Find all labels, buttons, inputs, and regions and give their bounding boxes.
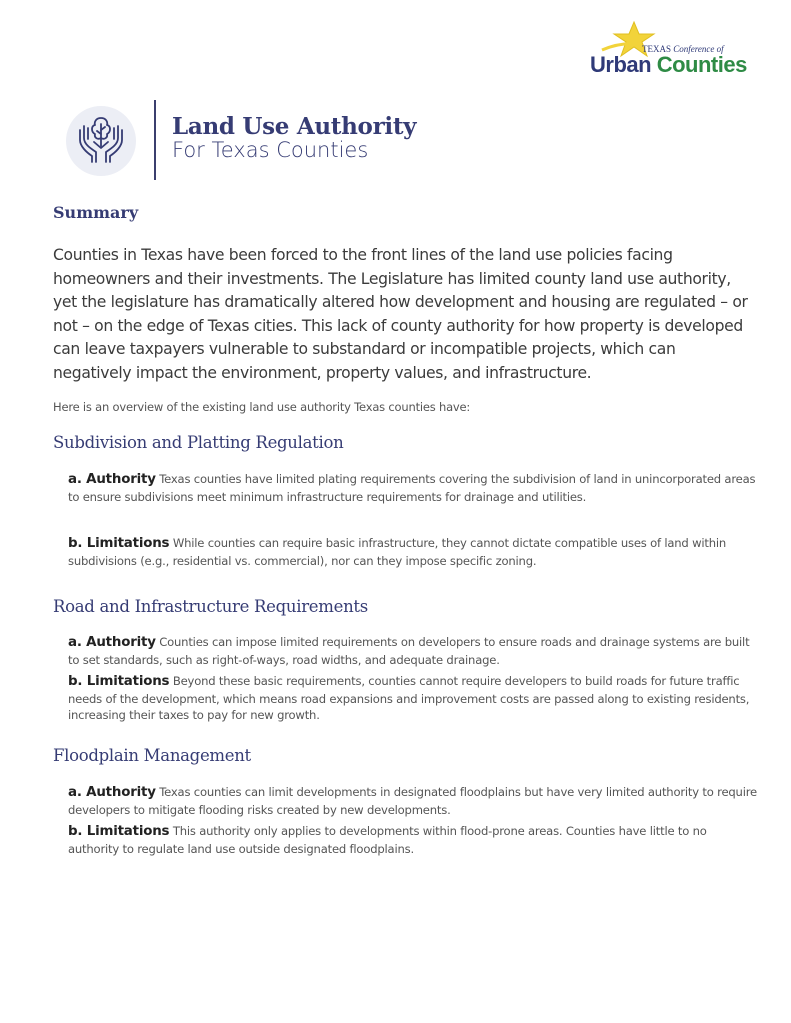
logo-counties: Counties — [656, 52, 747, 77]
list-item — [68, 535, 758, 569]
item-label: a. Authority — [68, 635, 156, 650]
item-label: a. Authority — [68, 472, 156, 487]
list-item — [68, 634, 758, 668]
item-text: Texas counties have limited plating requirements covering the subdivision of land in unincorporated areas to ensure subdivisions meet minimum infrastructure requirements for drainage and utilities. — [68, 472, 756, 504]
item-label: b. Limitations — [68, 824, 170, 839]
hands-holding-tree-icon — [72, 112, 130, 170]
page-subtitle: For Texas Counties — [172, 138, 369, 162]
section-heading-road: Road and Infrastructure Requirements — [53, 597, 368, 616]
list-item — [68, 673, 758, 724]
overview-text: Here is an overview of the existing land use authority Texas counties have: — [53, 400, 471, 414]
item-text: Beyond these basic requirements, counties cannot require developers to build roads for future traffic needs of the development, which means road expansions and improvement costs are passed along to existing residents, increasing their taxes to pay for new growth. — [68, 674, 750, 722]
item-label: b. Limitations — [68, 536, 170, 551]
item-text: Texas counties can limit developments in designated floodplains but have very limited authority to require developers to mitigate flooding risks created by new developments. — [68, 785, 757, 817]
logo-wordmark — [590, 52, 747, 78]
logo-urban: Urban — [590, 52, 652, 77]
item-label: b. Limitations — [68, 674, 170, 689]
item-text: Counties can impose limited requirements on developers to ensure roads and drainage systems are built to set standards, such as right-of-ways, road widths, and adequate drainage. — [68, 635, 750, 667]
list-item — [68, 784, 758, 818]
icon-badge — [66, 106, 136, 176]
header-divider — [154, 100, 156, 180]
section-heading-floodplain: Floodplain Management — [53, 746, 251, 765]
summary-body: Counties in Texas have been forced to the front lines of the land use policies facing homeowners and their investments. The Legislature has limited county land use authority, yet the legislature has dramatically altered how development and housing are regulated – or not – on the edge of Texas cities. This lack of county authority for how property is developed can leave taxpayers vulnerable to substandard or incompatible projects, which can negatively impact the environment, property values, and infrastructure. — [53, 246, 748, 382]
list-item — [68, 471, 758, 505]
tcuc-logo — [590, 20, 760, 80]
logo-texas-text: TEXAS Conference of — [642, 44, 724, 54]
summary-heading: Summary — [53, 203, 139, 222]
page-title: Land Use Authority — [172, 113, 417, 140]
item-text: While counties can require basic infrastructure, they cannot dictate compatible uses of land within subdivisions (e.g., residential vs. commercial), nor can they impose specific zoning. — [68, 536, 727, 568]
item-text: This authority only applies to developments within flood-prone areas. Counties have little to no authority to regulate land use outside designated floodplains. — [68, 824, 707, 856]
item-label: a. Authority — [68, 785, 156, 800]
section-heading-subdivision: Subdivision and Platting Regulation — [53, 433, 344, 452]
list-item — [68, 823, 758, 857]
